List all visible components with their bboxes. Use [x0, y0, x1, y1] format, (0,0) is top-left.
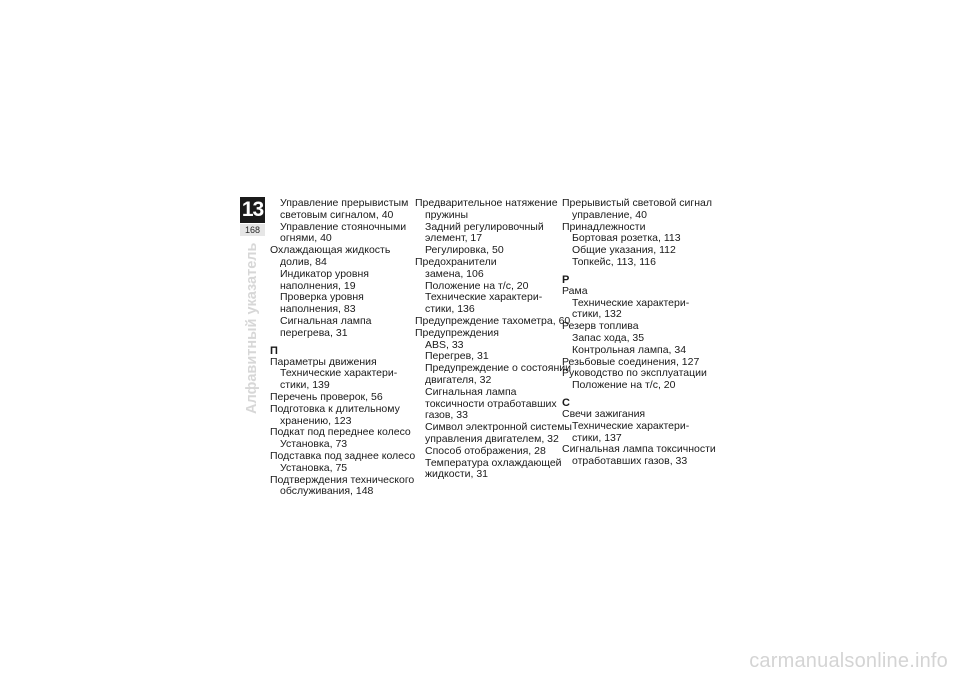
chapter-number: 13	[241, 198, 264, 221]
index-subentry: Положение на т/с, 20	[572, 379, 676, 392]
index-letter-heading: С	[562, 396, 570, 409]
chapter-tab	[240, 197, 265, 237]
index-subentry: Положение на т/с, 20	[425, 279, 529, 292]
index-subentry: Запас хода, 35	[572, 331, 645, 344]
index-subentry: Символ электронной системы	[425, 421, 572, 434]
index-subentry: элемент, 17	[425, 232, 483, 245]
index-subentry: двигателя, 32	[425, 373, 492, 386]
index-entry: Предварительное натяжение	[415, 197, 558, 209]
index-entry: Прерывистый световой сигнал	[562, 197, 712, 209]
index-subentry: Контрольная лампа, 34	[572, 343, 687, 356]
index-subentry: огнями, 40	[280, 232, 332, 245]
index-side-title: Алфавитный указатель	[244, 242, 260, 414]
index-subentry: стики, 136	[425, 303, 475, 316]
index-subentry: стики, 139	[280, 379, 330, 392]
index-entry: Предупреждение тахометра, 60	[415, 314, 571, 327]
index-subentry: Предупреждение о состоянии	[425, 362, 571, 375]
index-column-3	[562, 197, 716, 468]
index-entry: Подтверждения технического	[270, 473, 415, 486]
index-entry: Резерв топлива	[562, 320, 639, 333]
index-subentry: Регулировка, 50	[425, 244, 504, 257]
index-subentry: наполнения, 83	[280, 303, 356, 316]
index-entry: Руководство по эксплуатации	[562, 367, 707, 380]
index-subentry: управление, 40	[572, 208, 647, 221]
index-subentry: Технические характери-	[425, 291, 543, 304]
index-subentry: Топкейс, 113, 116	[572, 255, 656, 268]
watermark[interactable]: carmanualsonline.info	[749, 650, 948, 672]
index-entry: Предупреждения	[415, 326, 499, 339]
index-subentry: Индикатор уровня	[280, 267, 369, 280]
index-subentry: токсичности отработавших	[425, 397, 557, 410]
index-subentry: Технические характери-	[572, 296, 690, 309]
index-entry: Параметры движения	[270, 355, 377, 368]
index-subentry: Температура охлаждающей	[425, 456, 562, 469]
index-column-1	[270, 197, 416, 498]
index-subentry: стики, 137	[572, 431, 622, 444]
index-subentry: наполнения, 19	[280, 279, 356, 292]
index-subentry: отработавших газов, 33	[572, 455, 688, 468]
index-subentry: Перегрев, 31	[425, 350, 489, 363]
index-subentry: Проверка уровня	[280, 291, 364, 304]
index-entry: Рама	[562, 284, 588, 297]
index-subentry: долив, 84	[280, 255, 327, 268]
index-subentry: стики, 132	[572, 308, 622, 321]
index-entry: Принадлежности	[562, 220, 646, 233]
index-entry: Охлаждающая жидкость	[270, 244, 391, 257]
index-subentry: Способ отображения, 28	[425, 444, 546, 457]
index-entry: Предохранители	[415, 255, 497, 268]
index-subentry: перегрева, 31	[280, 326, 348, 339]
index-subentry: Сигнальная лампа	[280, 314, 372, 327]
page-number: 168	[240, 224, 265, 236]
index-subentry: Управление прерывистым	[280, 197, 409, 209]
index-column-2	[415, 197, 572, 481]
index-subentry: Технические характери-	[280, 367, 398, 380]
index-subentry: Сигнальная лампа	[425, 385, 517, 398]
index-letter-heading: Р	[562, 273, 570, 286]
index-entry: Сигнальная лампа токсичности	[562, 443, 716, 456]
index-subentry: Общие указания, 112	[572, 244, 676, 257]
index-subentry: замена, 106	[425, 267, 484, 280]
index-entry: Свечи зажигания	[562, 407, 646, 420]
index-subentry: управления двигателем, 32	[425, 432, 559, 445]
index-subentry: обслуживания, 148	[280, 485, 374, 498]
index-subentry: Технические характери-	[572, 419, 690, 432]
index-subentry: хранению, 123	[280, 414, 352, 427]
index-letter-heading: П	[270, 344, 278, 357]
index-subentry: Задний регулировочный	[425, 220, 544, 233]
index-subentry: Установка, 75	[280, 461, 348, 474]
index-subentry: газов, 33	[425, 409, 468, 422]
index-subentry: Бортовая розетка, 113	[572, 232, 681, 245]
index-entry: Подготовка к длительному	[270, 402, 400, 415]
index-entry: Подставка под заднее колесо	[270, 449, 416, 462]
index-subentry: жидкости, 31	[425, 468, 489, 481]
index-subentry: ABS, 33	[425, 338, 464, 351]
index-entry: Подкат под переднее колесо	[270, 426, 411, 439]
index-subentry: Управление стояночными	[280, 220, 407, 233]
index-subentry: световым сигналом, 40	[280, 208, 394, 221]
index-entry: Перечень проверок, 56	[270, 390, 383, 403]
index-subentry: пружины	[425, 208, 469, 221]
index-subentry: Установка, 73	[280, 438, 348, 451]
index-entry: Резьбовые соединения, 127	[562, 355, 700, 368]
